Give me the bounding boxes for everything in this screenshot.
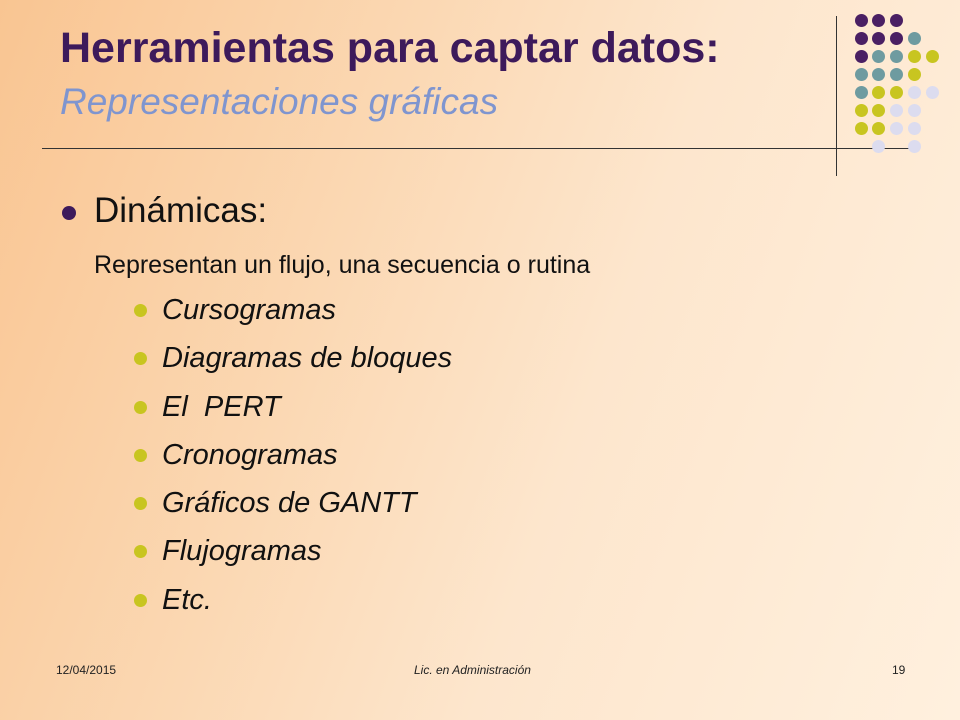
list-item [134, 386, 452, 434]
list-item-label: Diagramas de bloques [162, 342, 453, 375]
dot [872, 122, 885, 135]
footer-center-text: Lic. en Administración [414, 663, 531, 677]
dot [908, 86, 921, 99]
dot [855, 104, 868, 117]
list-item [134, 482, 452, 530]
dot [872, 86, 885, 99]
dot [890, 68, 903, 81]
list-item-label: Gráficos de GANTT [162, 487, 417, 520]
dot [872, 32, 885, 45]
heading-bullet-icon [62, 206, 76, 220]
bullet-icon [134, 594, 147, 607]
list-item-label: Flujogramas [162, 535, 322, 568]
dot [855, 50, 868, 63]
dot [908, 32, 921, 45]
bullet-icon [134, 304, 147, 317]
bullet-icon [134, 352, 147, 365]
dot [872, 104, 885, 117]
dot [908, 68, 921, 81]
dot [855, 14, 868, 27]
list-item [134, 337, 452, 385]
list-item [134, 434, 452, 482]
section-heading: Dinámicas: [94, 191, 268, 230]
dot [908, 50, 921, 63]
dot [890, 14, 903, 27]
dot [890, 32, 903, 45]
dot [855, 32, 868, 45]
dot [890, 104, 903, 117]
slide-title [60, 22, 820, 128]
title-divider-vertical [836, 16, 837, 176]
dot [890, 50, 903, 63]
list-item [134, 289, 452, 337]
section-description: Representan un flujo, una secuencia o rutina [94, 251, 591, 279]
dot [926, 50, 939, 63]
dot [908, 104, 921, 117]
dot [890, 86, 903, 99]
list-item-label: Cronogramas [162, 438, 338, 471]
list-item-label: El PERT [162, 390, 281, 423]
dot [872, 140, 885, 153]
page-number: 19 [892, 663, 906, 677]
list-item-label: Etc. [162, 583, 212, 616]
bullet-icon [134, 401, 147, 414]
dot [890, 122, 903, 135]
list-item [134, 530, 452, 578]
tools-list [134, 289, 452, 627]
dot [872, 14, 885, 27]
dot [872, 50, 885, 63]
bullet-icon [134, 449, 147, 462]
dot [908, 122, 921, 135]
list-item-label: Cursogramas [162, 294, 337, 326]
dot [855, 86, 868, 99]
bullet-icon [134, 497, 147, 510]
bullet-icon [134, 545, 147, 558]
dot [908, 140, 921, 153]
dot [855, 68, 868, 81]
list-item [134, 579, 452, 627]
title-subtitle: Representaciones gráficas [60, 81, 499, 122]
title-main: Herramientas para captar datos: [60, 24, 720, 72]
footer-date: 12/04/2015 [56, 663, 117, 677]
dot [926, 86, 939, 99]
dot [872, 68, 885, 81]
title-divider-horizontal [42, 148, 915, 149]
dot [855, 122, 868, 135]
